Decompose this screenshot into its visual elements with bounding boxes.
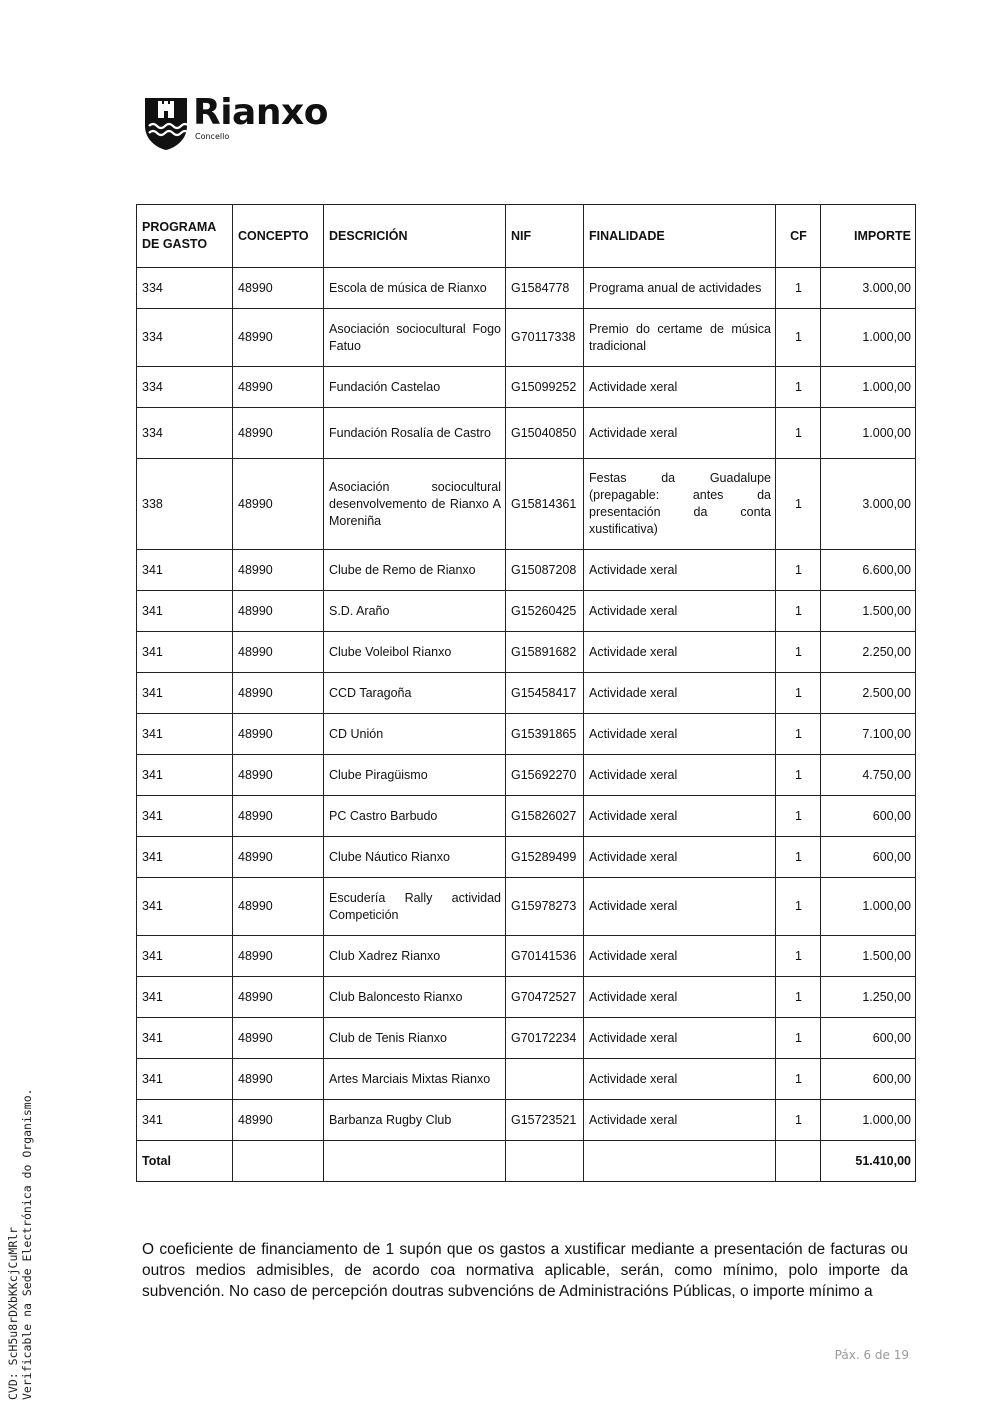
cell-descricion: PC Castro Barbudo: [324, 796, 506, 837]
cell-descricion: Asociación sociocultural desenvolvemento de Rianxo A Moreniña: [324, 459, 506, 550]
table-row: [137, 309, 916, 367]
cell-nif: G1584778: [506, 268, 584, 309]
cell-descricion: Escola de música de Rianxo: [324, 268, 506, 309]
total-empty-cell: [584, 1141, 776, 1182]
cell-cf: 1: [776, 1018, 821, 1059]
verification-note: Verificable na Sede Electrónica do Organismo.: [20, 1088, 34, 1400]
page-number: Páx. 6 de 19: [834, 1348, 909, 1362]
cell-cf: 1: [776, 408, 821, 459]
cell-concepto: 48990: [233, 755, 324, 796]
cell-nif: G70172234: [506, 1018, 584, 1059]
logo-name: Rianxo: [193, 92, 328, 133]
cell-programa: 341: [137, 936, 233, 977]
cell-concepto: 48990: [233, 673, 324, 714]
cell-cf: 1: [776, 714, 821, 755]
header-concepto: CONCEPTO: [233, 205, 324, 268]
cell-importe: 1.000,00: [821, 367, 916, 408]
cell-nif: [506, 1059, 584, 1100]
cell-finalidade: Actividade xeral: [584, 796, 776, 837]
cell-cf: 1: [776, 459, 821, 550]
verification-side-text: [6, 1088, 34, 1400]
cell-cf: 1: [776, 755, 821, 796]
cell-programa: 341: [137, 977, 233, 1018]
cell-concepto: 48990: [233, 837, 324, 878]
grants-table: [136, 204, 916, 1182]
cell-importe: 1.500,00: [821, 936, 916, 977]
table-row: [137, 367, 916, 408]
cell-descricion: Asociación sociocultural Fogo Fatuo: [324, 309, 506, 367]
total-empty-cell: [506, 1141, 584, 1182]
cell-nif: G15099252: [506, 367, 584, 408]
header-programa: PROGRAMA DE GASTO: [137, 205, 233, 268]
cell-concepto: 48990: [233, 550, 324, 591]
cell-descricion: CCD Taragoña: [324, 673, 506, 714]
table-row: [137, 714, 916, 755]
cell-cf: 1: [776, 878, 821, 936]
cell-programa: 341: [137, 837, 233, 878]
table-row: [137, 550, 916, 591]
cell-concepto: 48990: [233, 408, 324, 459]
cell-programa: 341: [137, 1059, 233, 1100]
cell-programa: 338: [137, 459, 233, 550]
cell-cf: 1: [776, 1100, 821, 1141]
cell-concepto: 48990: [233, 367, 324, 408]
cell-nif: G15260425: [506, 591, 584, 632]
table-row: [137, 1100, 916, 1141]
cell-concepto: 48990: [233, 1100, 324, 1141]
cell-importe: 1.000,00: [821, 309, 916, 367]
cell-programa: 341: [137, 878, 233, 936]
cell-nif: G15391865: [506, 714, 584, 755]
cell-finalidade: Actividade xeral: [584, 367, 776, 408]
header-importe: IMPORTE: [821, 205, 916, 268]
table-row: [137, 1018, 916, 1059]
cell-descricion: Fundación Rosalía de Castro: [324, 408, 506, 459]
table-row: [137, 591, 916, 632]
cell-programa: 341: [137, 796, 233, 837]
cell-finalidade: Actividade xeral: [584, 591, 776, 632]
cell-nif: G15978273: [506, 878, 584, 936]
cell-programa: 341: [137, 550, 233, 591]
cell-nif: G15087208: [506, 550, 584, 591]
table-row: [137, 936, 916, 977]
table-row: [137, 837, 916, 878]
cell-programa: 341: [137, 591, 233, 632]
cell-nif: G70472527: [506, 977, 584, 1018]
cell-descricion: Fundación Castelao: [324, 367, 506, 408]
cell-programa: 334: [137, 367, 233, 408]
cell-importe: 1.000,00: [821, 408, 916, 459]
cell-finalidade: Actividade xeral: [584, 878, 776, 936]
logo-subtitle: Concello: [195, 132, 230, 141]
table-row: [137, 632, 916, 673]
cell-nif: G15040850: [506, 408, 584, 459]
cell-importe: 1.500,00: [821, 591, 916, 632]
cell-descricion: Escudería Rally actividad Competición: [324, 878, 506, 936]
table-row: [137, 755, 916, 796]
cell-nif: G15692270: [506, 755, 584, 796]
cell-programa: 334: [137, 408, 233, 459]
cell-nif: G15891682: [506, 632, 584, 673]
cell-finalidade: Actividade xeral: [584, 977, 776, 1018]
cell-concepto: 48990: [233, 309, 324, 367]
total-importe: 51.410,00: [821, 1141, 916, 1182]
cell-programa: 341: [137, 632, 233, 673]
cell-importe: 600,00: [821, 837, 916, 878]
header-cf: CF: [776, 205, 821, 268]
cell-programa: 334: [137, 309, 233, 367]
table-row: [137, 673, 916, 714]
cell-importe: 600,00: [821, 1059, 916, 1100]
cell-finalidade: Actividade xeral: [584, 550, 776, 591]
cell-importe: 2.500,00: [821, 673, 916, 714]
cell-importe: 3.000,00: [821, 459, 916, 550]
table-row: [137, 459, 916, 550]
table-row: [137, 268, 916, 309]
cell-cf: 1: [776, 837, 821, 878]
financing-paragraph: O coeficiente de financiamento de 1 supón que os gastos a xustificar mediante a presentación de facturas ou outros medios admisibles, de acordo coa normativa aplicable, serán, como mínimo, polo importe da subvención. No caso de percepción doutras subvencións de Administracións Públicas, o importe mínimo a: [142, 1241, 908, 1300]
cell-descricion: Clube Voleibol Rianxo: [324, 632, 506, 673]
cell-concepto: 48990: [233, 878, 324, 936]
cell-cf: 1: [776, 367, 821, 408]
cell-descricion: CD Unión: [324, 714, 506, 755]
cell-concepto: 48990: [233, 632, 324, 673]
cell-programa: 334: [137, 268, 233, 309]
cell-finalidade: Actividade xeral: [584, 936, 776, 977]
cell-cf: 1: [776, 1059, 821, 1100]
cell-importe: 3.000,00: [821, 268, 916, 309]
table-row: [137, 977, 916, 1018]
cell-programa: 341: [137, 755, 233, 796]
cell-finalidade: Actividade xeral: [584, 1100, 776, 1141]
cell-importe: 4.750,00: [821, 755, 916, 796]
cell-nif: G15814361: [506, 459, 584, 550]
table-row: [137, 1059, 916, 1100]
table-row: [137, 796, 916, 837]
cell-finalidade: Actividade xeral: [584, 1059, 776, 1100]
cell-importe: 7.100,00: [821, 714, 916, 755]
cell-concepto: 48990: [233, 714, 324, 755]
cell-finalidade: Actividade xeral: [584, 408, 776, 459]
header-finalidade: FINALIDADE: [584, 205, 776, 268]
cell-finalidade: Festas da Guadalupe (prepagable: antes da presentación da conta xustificativa): [584, 459, 776, 550]
cell-descricion: S.D. Araño: [324, 591, 506, 632]
total-empty-cell: [324, 1141, 506, 1182]
table-header-row: [137, 205, 916, 268]
cell-cf: 1: [776, 673, 821, 714]
table-row: [137, 408, 916, 459]
cell-programa: 341: [137, 714, 233, 755]
total-empty-cell: [233, 1141, 324, 1182]
cell-nif: G15723521: [506, 1100, 584, 1141]
cell-importe: 6.600,00: [821, 550, 916, 591]
table-row: [137, 878, 916, 936]
cell-programa: 341: [137, 1100, 233, 1141]
cell-concepto: 48990: [233, 268, 324, 309]
cell-importe: 1.250,00: [821, 977, 916, 1018]
cell-nif: G15826027: [506, 796, 584, 837]
cell-descricion: Artes Marciais Mixtas Rianxo: [324, 1059, 506, 1100]
cell-cf: 1: [776, 796, 821, 837]
cell-cf: 1: [776, 268, 821, 309]
cell-importe: 2.250,00: [821, 632, 916, 673]
cell-programa: 341: [137, 673, 233, 714]
cell-concepto: 48990: [233, 591, 324, 632]
verification-code: CVD: ScH5u8rDXbKKcjCuMRlr: [6, 1226, 20, 1400]
cell-descricion: Barbanza Rugby Club: [324, 1100, 506, 1141]
cell-importe: 1.000,00: [821, 878, 916, 936]
cell-concepto: 48990: [233, 1059, 324, 1100]
cell-concepto: 48990: [233, 796, 324, 837]
cell-nif: G70117338: [506, 309, 584, 367]
cell-descricion: Clube de Remo de Rianxo: [324, 550, 506, 591]
cell-descricion: Club Xadrez Rianxo: [324, 936, 506, 977]
cell-concepto: 48990: [233, 936, 324, 977]
cell-finalidade: Actividade xeral: [584, 837, 776, 878]
header-descricion: DESCRICIÓN: [324, 205, 506, 268]
table-total-row: [137, 1141, 916, 1182]
cell-cf: 1: [776, 936, 821, 977]
cell-descricion: Clube Piragüismo: [324, 755, 506, 796]
cell-cf: 1: [776, 309, 821, 367]
cell-nif: G15458417: [506, 673, 584, 714]
header-nif: NIF: [506, 205, 584, 268]
cell-cf: 1: [776, 591, 821, 632]
concello-logo: [143, 92, 353, 152]
cell-finalidade: Actividade xeral: [584, 714, 776, 755]
cell-finalidade: Actividade xeral: [584, 673, 776, 714]
cell-descricion: Club de Tenis Rianxo: [324, 1018, 506, 1059]
cell-cf: 1: [776, 550, 821, 591]
rianxo-shield-icon: [143, 96, 189, 150]
cell-finalidade: Actividade xeral: [584, 1018, 776, 1059]
cell-nif: G15289499: [506, 837, 584, 878]
cell-finalidade: Actividade xeral: [584, 632, 776, 673]
cell-concepto: 48990: [233, 459, 324, 550]
cell-descricion: Club Baloncesto Rianxo: [324, 977, 506, 1018]
cell-descricion: Clube Náutico Rianxo: [324, 837, 506, 878]
cell-finalidade: Premio do certame de música tradicional: [584, 309, 776, 367]
total-empty-cell: [776, 1141, 821, 1182]
cell-importe: 600,00: [821, 1018, 916, 1059]
cell-importe: 1.000,00: [821, 1100, 916, 1141]
cell-importe: 600,00: [821, 796, 916, 837]
cell-concepto: 48990: [233, 977, 324, 1018]
total-label: Total: [137, 1141, 233, 1182]
cell-programa: 341: [137, 1018, 233, 1059]
cell-cf: 1: [776, 632, 821, 673]
cell-finalidade: Actividade xeral: [584, 755, 776, 796]
cell-finalidade: Programa anual de actividades: [584, 268, 776, 309]
cell-concepto: 48990: [233, 1018, 324, 1059]
cell-cf: 1: [776, 977, 821, 1018]
cell-nif: G70141536: [506, 936, 584, 977]
